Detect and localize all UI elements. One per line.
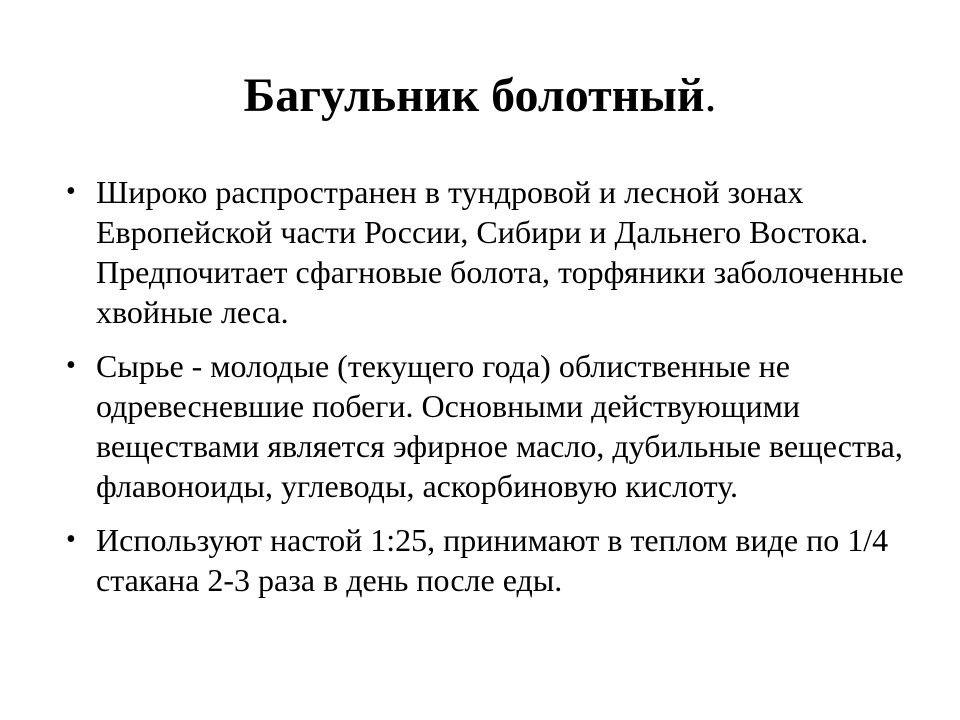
bullet-list [52, 172, 912, 614]
slide-title [0, 58, 960, 134]
bullet-text: Используют настой 1:25, принимают в теплом виде по 1/4 стакана 2-3 раза в день после еды. [96, 522, 889, 598]
bullet-icon: • [66, 350, 76, 381]
bullet-text: Широко распространен в тундровой и лесной зонах Европейской части России, Сибири и Дальнего Востока. Предпочитает сфагновые болота, торфяники заболоченные хвойные леса. [96, 174, 904, 330]
bullet-icon: • [66, 524, 76, 555]
bullet-item-raw-material [52, 346, 912, 506]
slide-title-text: Багульник болотный [243, 69, 705, 122]
slide-title-period: . [704, 69, 717, 122]
bullet-text: Сырье - молодые (текущего года) облиственные не одревесневшие побеги. Основными действующими веществами является эфирное масло, дубильные вещества, флавоноиды, углеводы, аскорбиновую кислоту. [96, 348, 903, 504]
bullet-item-distribution [52, 172, 912, 332]
bullet-icon: • [66, 176, 76, 207]
bullet-item-usage [52, 520, 912, 600]
